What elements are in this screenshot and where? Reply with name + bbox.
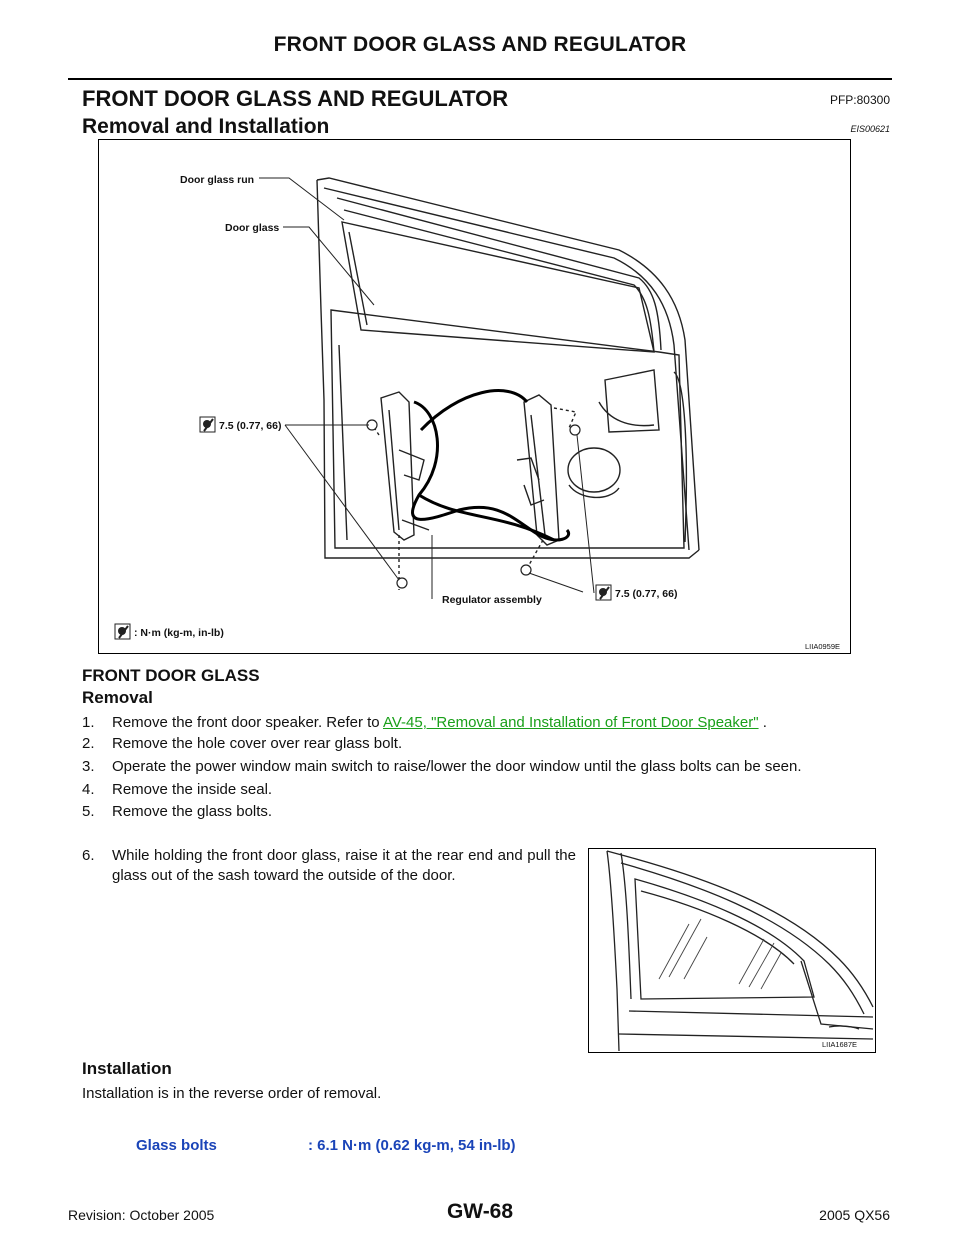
- av-45-link[interactable]: AV-45, "Removal and Installation of Front Door Speaker": [382, 714, 759, 731]
- step-1: 1. Remove the front door speaker. Refer to AV-45, "Removal and Installation of Front Door Speaker" .: [82, 714, 767, 731]
- installation-text: Installation is in the reverse order of removal.: [82, 1085, 382, 1102]
- running-header: FRONT DOOR GLASS AND REGULATOR: [273, 33, 687, 56]
- step-4: 4. Remove the inside seal.: [82, 781, 273, 798]
- spec-label: Glass bolts: [136, 1137, 217, 1154]
- subsection-code: EIS00621: [850, 124, 890, 134]
- subsection-title: Removal and Installation: [82, 115, 330, 138]
- page-number: GW-68: [446, 1200, 514, 1223]
- glass-heading: FRONT DOOR GLASS: [82, 666, 260, 685]
- step-6: 6. While holding the front door glass, raise it at the rear end and pull the glass out of the sash toward the outside of the door.: [82, 847, 576, 884]
- revision-date: Revision: October 2005: [68, 1207, 215, 1223]
- step-5: 5. Remove the glass bolts.: [82, 803, 273, 820]
- callout-door-glass: Door glass: [225, 222, 280, 234]
- torque-icon: [200, 417, 215, 432]
- figure-2-id: LIIA1687E: [822, 1040, 858, 1049]
- spec-value: : 6.1 N·m (0.62 kg-m, 54 in-lb): [308, 1137, 516, 1154]
- torque-icon: [115, 624, 130, 639]
- installation-heading: Installation: [82, 1059, 172, 1078]
- model-name: 2005 QX56: [819, 1207, 890, 1223]
- glass-removal-figure: [588, 848, 876, 1053]
- step-2: 2. Remove the hole cover over rear glass bolt.: [82, 735, 403, 752]
- callout-door-glass-run: Door glass run: [180, 174, 255, 186]
- removal-heading: Removal: [82, 688, 153, 707]
- callout-regulator-assembly: Regulator assembly: [442, 594, 542, 606]
- section-title: FRONT DOOR GLASS AND REGULATOR: [82, 86, 509, 111]
- callout-torque-right: 7.5 (0.77, 66): [615, 588, 678, 600]
- section-code: PFP:80300: [829, 93, 890, 107]
- unit-legend: : N·m (kg-m, in-lb): [134, 627, 224, 639]
- torque-icon: [596, 585, 611, 600]
- step-3: 3. Operate the power window main switch to raise/lower the door window until the glass bolts can be seen.: [82, 758, 802, 775]
- callout-torque-left: 7.5 (0.77, 66): [219, 420, 282, 432]
- header-rule: [68, 78, 892, 80]
- figure-id: LIIA0959E: [805, 642, 841, 651]
- door-regulator-figure: [98, 139, 851, 654]
